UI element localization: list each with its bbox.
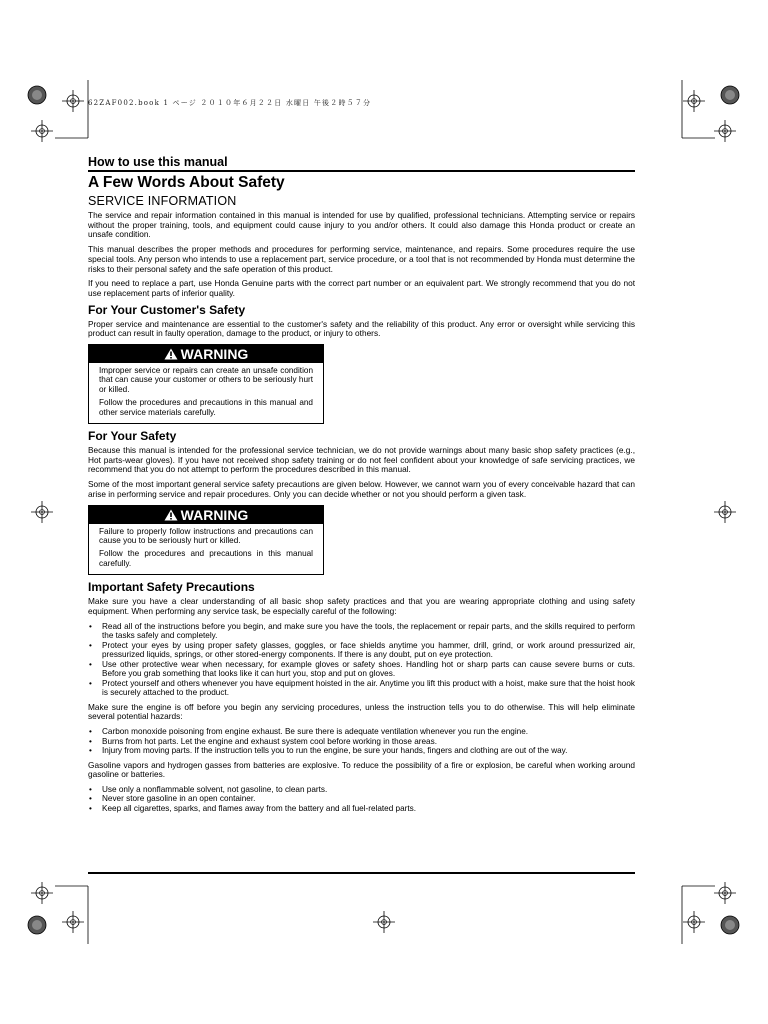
warning-triangle-icon [164,509,178,521]
paragraph: Make sure the engine is off before you begin any servicing procedures, unless the instruction tells you to do otherwise. This will help eliminate several potential hazards: [88,701,635,722]
your-safety-heading: For Your Safety [88,429,177,444]
warning-text: Improper service or repairs can create an unsafe condition that can cause your customer or others to be seriously hurt or killed. [99,366,313,394]
list-item: • Use other protective wear when necessary, for example gloves or safety shoes. Handling hot or sharp parts can cause severe burns or cuts. Before you grab something that looks like it can hurt you, stop and put on gloves. [88,660,635,679]
warning-label: WARNING [180,346,249,363]
print-slug: 62ZAF002.book 1 ページ ２０１０年６月２２日 水曜日 午後２時５７分 [88,99,372,107]
list-item: • Carbon monoxide poisoning from engine exhaust. Be sure there is adequate ventilation whenever you run the engine. [88,727,635,737]
bullet-list [88,622,635,698]
paragraph: If you need to replace a part, use Honda Genuine parts with the correct part number or an equivalent part. We strongly recommend that you do not use replacement parts of inferior quality. [88,278,635,298]
paragraph: Some of the most important general service safety precautions are given below. However, we cannot warn you of every conceivable hazard that can arise in performing service and repair procedures. Only you can decide whether or not you should perform a given task. [88,479,635,499]
paragraph: Because this manual is intended for the professional service technician, we do not provide warnings about many basic shop safety practices (e.g., Hot parts-wear gloves). If you have not received shop safety training or do not feel confident about your knowledge of safe servicing practices, we recommend that you do not attempt to perform the procedures described in this manual. [88,445,635,475]
paragraph: This manual describes the proper methods and procedures for performing service, maintenance, and repairs. Some procedures require the use special tools. Any person who intends to use a replacement part, service procedure, or a tool that is not recommended by Honda must determine the risks to their personal safety and the safe operation of this product. [88,244,635,274]
bullet-list [88,785,635,814]
warning-box [88,344,324,424]
list-item: • Keep all cigarettes, sparks, and flames away from the battery and all fuel-related parts. [88,804,635,814]
footer-rule [88,872,635,874]
warning-text: Follow the procedures and precautions in this manual carefully. [99,549,313,568]
title-rule [88,170,635,172]
warning-box [88,505,324,576]
list-item: • Injury from moving parts. If the instruction tells you to run the engine, be sure your hands, fingers and clothing are out of the way. [88,746,635,756]
bullet-list [88,727,635,756]
list-item: • Protect yourself and others whenever you have equipment hoisted in the air. Anytime you lift this product with a hoist, make sure that the hoist hook is securely attached to the product. [88,679,635,698]
list-item: • Burns from hot parts. Let the engine and exhaust system cool before working in those areas. [88,737,635,747]
page-title: A Few Words About Safety [88,174,285,191]
paragraph: Gasoline vapors and hydrogen gasses from batteries are explosive. To reduce the possibility of a fire or explosion, be careful when working around gasoline or batteries. [88,759,635,780]
warning-text: Follow the procedures and precautions in this manual and other service materials carefully. [99,398,313,417]
list-item: • Protect your eyes by using proper safety glasses, goggles, or face shields anytime you hammer, drill, grind, or work around pressurized air, pressurized liquids, springs, or other stored-energy components. If there is any doubt, put on eye protection. [88,641,635,660]
paragraph: The service and repair information contained in this manual is intended for use by qualified, professional technicians. Attempting service or repairs without the proper training, tools, and equipment could cause injury to you and/or others. It could also damage this Honda product or create an unsafe condition. [88,210,635,240]
list-item: • Never store gasoline in an open container. [88,794,635,804]
paragraph: Proper service and maintenance are essential to the customer's safety and the reliability of this product. Any error or oversight while servicing this product can result in faulty operation, damage to the product, or injury to others. [88,318,635,339]
list-item: • Use only a nonflammable solvent, not gasoline, to clean parts. [88,785,635,795]
customer-safety-heading: For Your Customer's Safety [88,302,246,317]
warning-triangle-icon [164,348,178,360]
warning-header [89,345,323,363]
manual-page [88,155,635,818]
precautions-heading: Important Safety Precautions [88,580,255,595]
warning-header [89,506,323,524]
paragraph: Make sure you have a clear understanding of all basic shop safety practices and that you are wearing appropriate clothing and using safety equipment. When performing any service task, be especially careful of the following: [88,596,635,616]
service-info-heading: SERVICE INFORMATION [88,194,237,208]
warning-label: WARNING [180,506,249,523]
section-title: How to use this manual [88,155,228,169]
list-item: • Read all of the instructions before you begin, and make sure you have the tools, the replacement or repair parts, and the skills required to perform the tasks safely and completely. [88,622,635,641]
warning-text: Failure to properly follow instructions and precautions can cause you to be seriously hurt or killed. [99,526,313,545]
